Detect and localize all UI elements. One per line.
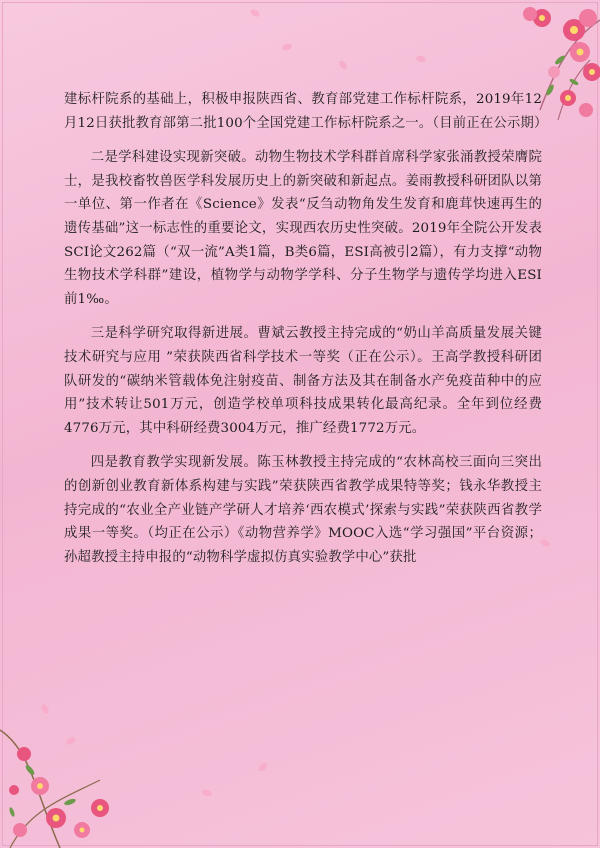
document-body — [64, 88, 548, 569]
petal-icon — [257, 761, 268, 772]
petal-icon — [201, 789, 212, 797]
petal-icon — [249, 8, 261, 18]
paragraph-education: 四是教育教学实现新发展。陈玉林教授主持完成的“农林高校三面向三突出的创新创业教育新体系构建与实践”荣获陕西省教学成果特等奖；钱永华教授主持完成的“农业全产业链产学研人才培养‘西农模式’探索与实践”荣获陕西省教学成果一等奖。（均正在公示）《动物营养学》MOOC入选“学习强国”平台资源；孙超教授主持申报的“动物科学虚拟仿真实验教学中心”获批 — [64, 455, 542, 565]
paragraph-research: 三是科学研究取得新进展。曹斌云教授主持完成的“奶山羊高质量发展关键技术研究与应用 ”荣获陕西省科学技术一等奖（正在公示）。王高学教授科研团队研发的“碳纳米管载体免注射疫苗、制备方法及其在制备水产免疫苗种中的应用”技术转让501万元，创造学校单项科技成果转化最高纪录。全年到位经费4776万元，其中科研经费3004万元，推广经费1772万元。 — [64, 326, 542, 436]
petal-icon — [337, 59, 348, 71]
flower-vine-bottom-left-icon — [0, 690, 140, 848]
petal-icon — [281, 42, 292, 51]
petal-icon — [416, 55, 427, 63]
paragraph-discipline: 二是学科建设实现新突破。动物生物技术学科群首席科学家张涌教授荣膺院士，是我校畜牧兽医学科发展历史上的新突破和新起点。姜雨教授科研团队以第一单位、第一作者在《Science》发表“反刍动物角发生发育和鹿茸快速再生的遗传基础”这一标志性的重要论文，实现西农历史性突破。2019年全院公开发表SCI论文262篇（“双一流”A类1篇，B类6篇，ESI高被引2篇），有力支撑“动物生物技术学科群”建设，植物学与动物学学科、分子生物学与遗传学均进入ESI前1‰。 — [64, 150, 542, 307]
paragraph-continuation: 建标杆院系的基础上，积极申报陕西省、教育部党建工作标杆院系，2019年12月12日获批教育部第二批100个全国党建工作标杆院系之一。（目前正在公示期） — [64, 92, 548, 131]
